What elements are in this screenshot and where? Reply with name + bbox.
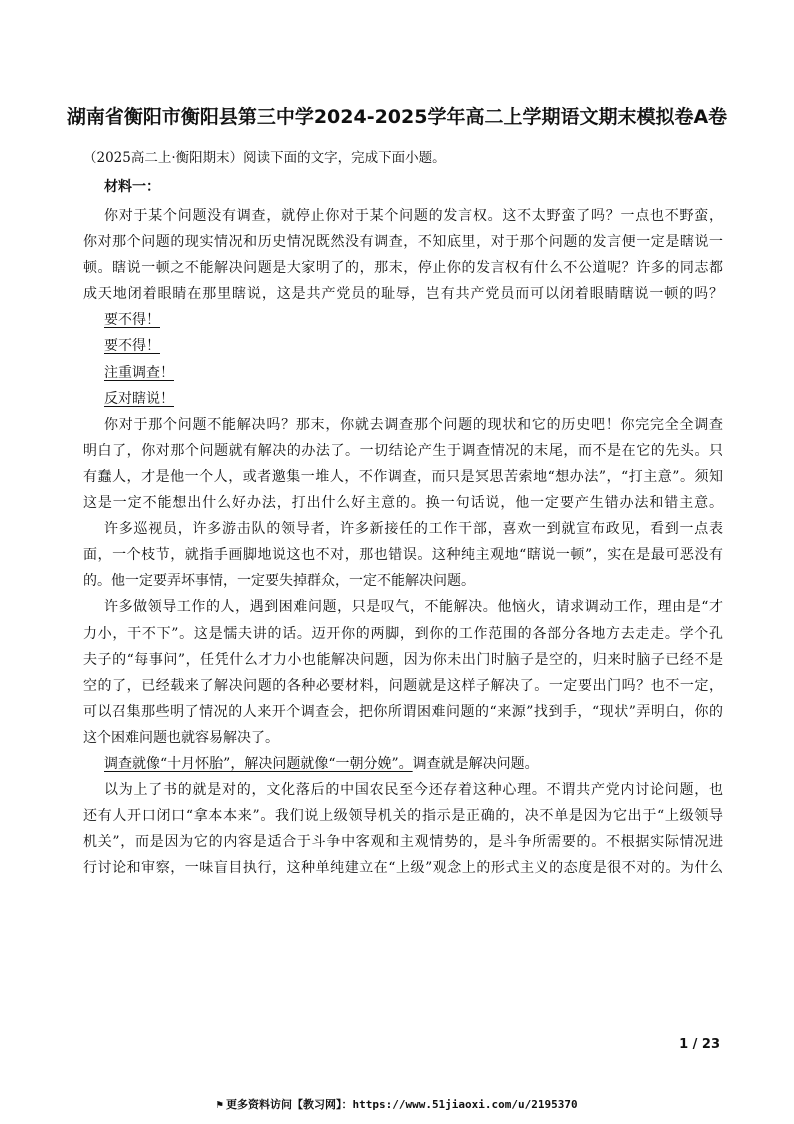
- passage-line: 还有人开口闭口“拿本本来”。我们说上级领导机关的指示是正确的，决不单是因为它出于“上级领导: [83, 808, 723, 825]
- emphasis-text: 调查就像“十月怀胎”，解决问题就像“一朝分娩”。: [104, 755, 413, 772]
- passage-line: 力小，干不下”。这是懦夫讲的话。迈开你的两脚，到你的工作范围的各部分各地方去走走。学个孔: [83, 625, 723, 642]
- question-intro: （2025高二上·衡阳期末）阅读下面的文字，完成下面小题。: [83, 150, 446, 166]
- flag-icon: ⚑: [216, 1098, 223, 1111]
- passage-line: 这个困难问题也就容易解决了。: [83, 729, 279, 746]
- passage-line: [83, 333, 723, 359]
- passage-body: [83, 203, 723, 881]
- passage-line: [83, 360, 723, 386]
- passage-line: 行讨论和审察，一味盲目执行，这种单纯建立在“上级”观念上的形式主义的态度是很不对的。为什么: [83, 860, 723, 877]
- document-title: 湖南省衡阳市衡阳县第三中学2024-2025学年高二上学期语文期末模拟卷A卷: [66, 106, 728, 128]
- footer-link[interactable]: [0, 1096, 794, 1112]
- passage-line: 成天地闭着眼睛在那里瞎说，这是共产党员的耻辱，岂有共产党员而可以闭着眼睛瞎说一顿的吗？: [83, 286, 723, 303]
- passage-line: [83, 751, 723, 777]
- passage-line: 机关”，而是因为它的内容是适合于斗争中客观和主观情势的，是斗争所需要的。不根据实际情况进: [83, 834, 723, 851]
- emphasis-text: 要不得！: [104, 338, 160, 355]
- passage-line: 空的了，已经载来了解决问题的各种必要材料，问题就是这样子解决了。一定要出门吗？也不一定，: [83, 677, 723, 694]
- plain-text: 调查就是解决问题。: [412, 755, 539, 772]
- passage-line: [83, 307, 723, 333]
- emphasis-text: 反对瞎说！: [104, 390, 174, 407]
- passage-line: 你对于那个问题不能解决吗？那末，你就去调查那个问题的现状和它的历史吧！你完完全全调查: [104, 416, 723, 433]
- emphasis-text: 注重调查！: [104, 364, 174, 381]
- passage-line: 可以召集那些明了情况的人来开个调查会，把你所谓困难问题的“来源”找到手，“现状”弄明白，你的: [83, 703, 723, 720]
- passage-line: 你对于某个问题没有调查，就停止你对于某个问题的发言权。这不太野蛮了吗？一点也不野蛮，: [104, 208, 723, 224]
- emphasis-text: 要不得！: [104, 312, 160, 329]
- passage-line: 有蠢人，才是他一个人，或者邀集一堆人，不作调查，而只是冥思苦索地“想办法”，“打主意”。须知: [83, 468, 723, 485]
- passage-line: 夫子的“每事问”，任凭什么才力小也能解决问题，因为你未出门时脑子是空的，归来时脑子已经不是: [83, 651, 723, 668]
- passage-line: 以为上了书的就是对的，文化落后的中国农民至今还存着这种心理。不谓共产党内讨论问题，也: [104, 782, 723, 799]
- passage-line: 的。他一定要弄坏事情，一定要失掉群众，一定不能解决问题。: [83, 573, 475, 590]
- section-heading: 材料一：: [104, 179, 160, 195]
- page-number: 1 / 23: [679, 1037, 720, 1052]
- footer-text[interactable]: 更多资料访问【教习网】：https://www.51jiaoxi.com/u/2195370: [225, 1098, 578, 1111]
- passage-line: 你对那个问题的现实情况和历史情况既然没有调查，不知底里，对于那个问题的发言便一定是瞎说一: [83, 234, 723, 251]
- passage-line: [83, 386, 723, 412]
- passage-line: 面，一个枝节，就指手画脚地说这也不对，那也错误。这种纯主观地“瞎说一顿”，实在是最可恶没有: [83, 547, 723, 564]
- passage-line: 许多做领导工作的人，遇到困难问题，只是叹气，不能解决。他恼火，请求调动工作，理由是“才: [104, 599, 723, 616]
- passage-line: 这是一定不能想出什么好办法，打出什么好主意的。换一句话说，他一定要产生错办法和错主意。: [83, 495, 723, 512]
- passage-line: 顿。瞎说一顿之不能解决问题是大家明了的，那末，停止你的发言权有什么不公道呢？许多的同志都: [83, 260, 723, 277]
- passage-line: 许多巡视员，许多游击队的领导者，许多新接任的工作干部，喜欢一到就宣布政见，看到一点表: [104, 521, 723, 538]
- passage-line: 明白了，你对那个问题就有解决的办法了。一切结论产生于调查情况的末尾，而不是在它的先头。只: [83, 442, 723, 459]
